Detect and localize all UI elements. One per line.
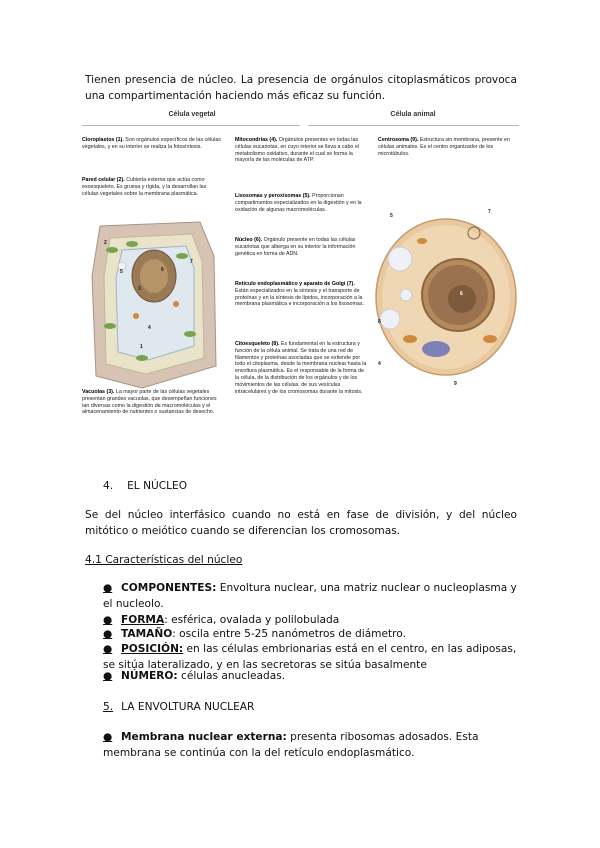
characteristic-text: células anucleadas. xyxy=(177,670,286,682)
vacuoles-caption xyxy=(82,389,222,416)
bullet-icon: ● xyxy=(103,628,113,640)
characteristic-text: : oscila entre 5-25 nanómetros de diámetro. xyxy=(172,628,406,640)
animal-label-7: 7 xyxy=(488,209,491,215)
mitochondria-caption xyxy=(235,137,369,164)
section-5-heading xyxy=(103,699,254,715)
section-4-paragraph: Se del núcleo interfásico cuando no está en fase de división, y del núcleo mitótico o meiótico cuando se diferencian los cromosomas. xyxy=(85,509,517,537)
section-4-title: EL NÚCLEO xyxy=(127,480,188,492)
characteristic-item-componentes xyxy=(103,580,517,612)
characteristic-text: : esférica, ovalada y polilobulada xyxy=(164,614,340,626)
characteristic-item-tamano xyxy=(103,626,517,642)
cytoskeleton-caption xyxy=(235,341,369,395)
cell-wall-text: Cubierta externa que actúa como exoesqueleto. Es gruesa y rígida, y la desarrollan las células vegetales sobre la membrana plasmática. xyxy=(82,177,207,197)
animal-label-8: 8 xyxy=(378,319,381,325)
vacuoles-text: La mayor parte de las células vegetales presentan grandes vacuolas, que desempeñan funciones tan diversas como la digestión de macromoléculas y el almacenamiento de nutrientes o sustancias de desecho. xyxy=(82,389,217,416)
animal-label-6: 6 xyxy=(460,291,463,297)
cell-figure xyxy=(82,111,519,444)
chloroplasts-caption xyxy=(82,137,222,151)
bullet-icon: ● xyxy=(103,643,113,655)
plant-label-3: 3 xyxy=(138,286,141,292)
animal-header-rule xyxy=(308,125,519,126)
vacuoles-title: Vacuolas (3). xyxy=(82,389,115,395)
nucleus-caption xyxy=(235,237,369,257)
plant-label-4: 4 xyxy=(148,325,151,331)
animal-label-5: 5 xyxy=(390,213,393,219)
centrosome-text: Estructura sin membrana, presente en células animales. Es el centro organizador de los microtúbulos. xyxy=(378,137,510,157)
section-4-1-heading: 4.1 Características del núcleo xyxy=(85,554,243,566)
bullet-icon: ● xyxy=(103,670,113,682)
bullet-icon: ● xyxy=(103,731,113,743)
envelope-label: Membrana nuclear externa: xyxy=(121,731,287,743)
animal-label-9: 9 xyxy=(454,381,457,387)
nucleus-text: Orgánulo presente en todas las células eucariotas que alberga en su interior la información genética en forma de ADN. xyxy=(235,237,356,257)
section-4-heading xyxy=(103,478,187,494)
intro-paragraph: Tienen presencia de núcleo. La presencia de orgánulos citoplasmáticos provoca una compartimentación haciendo más eficaz su función. xyxy=(85,74,517,102)
characteristic-text: Envoltura nuclear, una matriz nuclear o nucleoplasma y el nucleolo. xyxy=(103,582,517,610)
section-5-number: 5. xyxy=(103,701,114,713)
plant-cell-header: Célula vegetal xyxy=(168,111,216,118)
section-4-number: 4. xyxy=(103,480,114,492)
plant-label-7: 7 xyxy=(190,259,193,265)
characteristic-label: NÚMERO: xyxy=(121,670,178,682)
animal-label-4: 4 xyxy=(378,361,381,367)
plant-label-2: 2 xyxy=(104,240,107,246)
nucleus-title: Núcleo (6). xyxy=(235,237,263,243)
er-golgi-caption xyxy=(235,281,369,308)
characteristic-text: en las células embrionarias está en el centro, en las adiposas, se sitúa lateralizado, y en las secretoras se sitúa basalmente xyxy=(103,643,517,671)
bullet-icon: ● xyxy=(103,582,113,594)
plant-label-1: 1 xyxy=(140,344,143,350)
characteristic-label: COMPONENTES: xyxy=(121,582,217,594)
characteristic-label: TAMAÑO xyxy=(121,628,173,640)
cell-wall-title: Pared celular (2). xyxy=(82,177,125,183)
lysosomes-title: Lisosomas y peroxisomas (5). xyxy=(235,193,311,199)
cell-wall-caption xyxy=(82,177,222,197)
cytoskeleton-title: Citoesqueleto (8). xyxy=(235,341,280,347)
plant-label-5: 5 xyxy=(120,269,123,275)
centrosome-title: Centrosoma (9). xyxy=(378,137,419,143)
animal-cell-header: Célula animal xyxy=(390,111,436,118)
animal-cell-illustration xyxy=(370,199,519,384)
plant-header-rule xyxy=(82,125,300,126)
envelope-text: presenta ribosomas adosados. Esta membrana se continúa con la del retículo endoplasmático. xyxy=(103,731,479,759)
lysosomes-caption xyxy=(235,193,369,213)
chloroplasts-text: Son orgánulos específicos de las células vegetales, y en su interior se realiza la fotosíntesis. xyxy=(82,137,221,150)
er-golgi-title: Retículo endoplasmático y aparato de Golgi (7). xyxy=(235,281,355,287)
characteristic-item-numero xyxy=(103,668,517,684)
chloroplasts-title: Cloroplastos (1). xyxy=(82,137,124,143)
cytoskeleton-text: Es fundamental en la estructura y función de la célula animal. Se trata de una red de filamentos y proteínas asociadas que se extiende por todo el citoplasma, desde la membrana nuclear hasta la envoltura plasmática. Es el responsable de la forma de la célula, de la distribución de los orgánulos y de los movimientos de las células, de sus vesículas intracelulares y de los cromosomas durante la mitosis. xyxy=(235,341,367,395)
lysosomes-text: Proporcionan compartimentos especializados en la digestión y en la oxidación de algunas macromoléculas. xyxy=(235,193,362,213)
plant-label-6: 6 xyxy=(161,267,164,273)
centrosome-caption xyxy=(378,137,519,157)
er-golgi-text: Están especializados en la síntesis y el transporte de proteínas y en la síntesis de lípidos, incorporación a la membrana plasmática e incorporación a los lisosomas. xyxy=(235,287,364,308)
characteristic-label: FORMA xyxy=(121,614,165,626)
characteristic-label: POSICIÓN: xyxy=(121,643,184,655)
mitochondria-text: Orgánulos presentes en todas las células eucariotas, en cuyo interior se lleva a cabo el metabolismo oxidativo, durante el cual se forma la mayoría de las moléculas de ATP. xyxy=(235,137,359,164)
section-5-title: LA ENVOLTURA NUCLEAR xyxy=(121,701,255,713)
bullet-icon: ● xyxy=(103,614,113,626)
envelope-item-external-membrane xyxy=(103,729,517,761)
mitochondria-title: Mitocondrias (4). xyxy=(235,137,278,143)
